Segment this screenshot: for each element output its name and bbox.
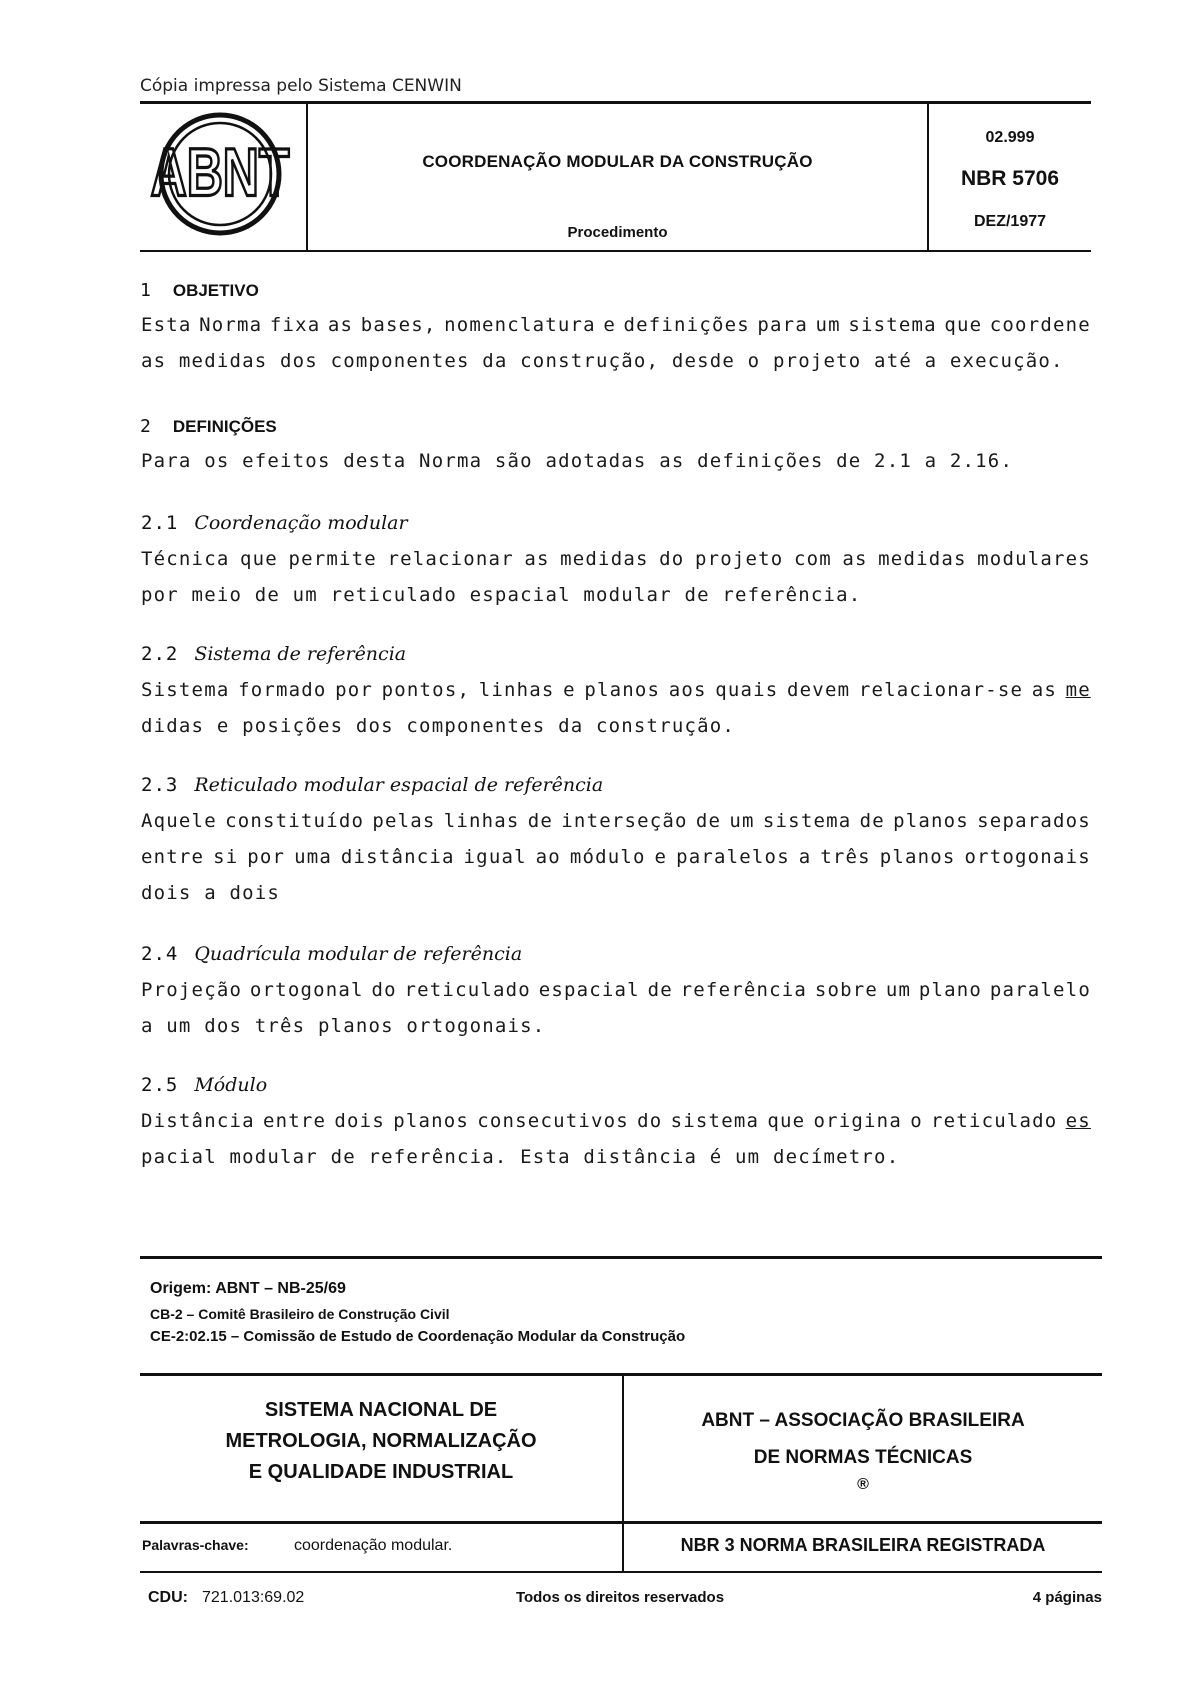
subsection-heading: 2.4 Quadrícula modular de referência	[141, 943, 523, 965]
footer-rule	[140, 1373, 1102, 1376]
keywords-label: Palavras-chave:	[142, 1537, 249, 1553]
cdu-classification: CDU: 721.013:69.02	[148, 1589, 305, 1606]
origin-note: Origem: ABNT – NB-25/69	[150, 1280, 346, 1297]
registered-mark: ®	[857, 1476, 869, 1493]
committee-note: CB-2 – Comitê Brasileiro de Construção Civil	[150, 1306, 450, 1322]
page-count: 4 páginas	[1032, 1589, 1102, 1606]
paragraph-line: Projeção ortogonal do reticulado espacial de referência sobre um plano paralelo	[141, 979, 1091, 1001]
publication-date: DEZ/1977	[973, 213, 1047, 230]
paragraph-line: a um dos três planos ortogonais.	[141, 1015, 546, 1037]
footer-rule	[140, 1571, 1102, 1573]
registered-standard-note: NBR 3 NORMA BRASILEIRA REGISTRADA	[680, 1535, 1046, 1555]
paragraph-line: Para os efeitos desta Norma são adotadas as definições de 2.1 a 2.16.	[141, 450, 1014, 472]
section-heading: 2 DEFINIÇÕES	[140, 416, 277, 437]
paragraph-line: entre si por uma distância igual ao módulo e paralelos a três planos ortogonais	[141, 846, 1091, 868]
footer-rule	[140, 1521, 1102, 1524]
paragraph-line: as medidas dos componentes da construção, desde o projeto até a execução.	[141, 350, 1064, 372]
header-bottom-rule	[140, 250, 1091, 252]
footer-rule	[140, 1256, 1102, 1259]
abnt-block: ABNT – ASSOCIAÇÃO BRASILEIRA DE NORMAS TÉCNICAS	[701, 1410, 1025, 1468]
paragraph-line: Sistema formado por pontos, linhas e planos aos quais devem relacionar-se as me	[141, 679, 1091, 701]
study-commission-note: CE-2:02.15 – Comissão de Estudo de Coordenação Modular da Construção	[150, 1328, 686, 1345]
abnt-logo-text: ABNT	[150, 134, 290, 211]
paragraph-line: Esta Norma fixa as bases, nomenclatura e definições para um sistema que coordene	[141, 314, 1091, 336]
paragraph-line: Técnica que permite relacionar as medidas do projeto com as medidas modulares	[141, 548, 1091, 570]
paragraph-line: pacial modular de referência. Esta distância é um decímetro.	[141, 1146, 900, 1168]
document-subtitle: Procedimento	[567, 224, 668, 241]
abnt-logo	[150, 112, 290, 236]
document-title: COORDENAÇÃO MODULAR DA CONSTRUÇÃO	[422, 152, 813, 171]
copy-note: Cópia impressa pelo Sistema CENWIN	[140, 76, 462, 96]
sinmetro-block: SISTEMA NACIONAL DE METROLOGIA, NORMALIZAÇÃO E QUALIDADE INDUSTRIAL	[225, 1399, 537, 1483]
subsection-heading: 2.1 Coordenação modular	[141, 512, 408, 534]
header-top-rule	[140, 101, 1091, 104]
subsection-heading: 2.5 Módulo	[141, 1074, 268, 1096]
section-heading: 1 OBJETIVO	[140, 280, 259, 301]
paragraph-line: dois a dois	[141, 882, 281, 904]
keywords-value: coordenação modular.	[294, 1537, 453, 1554]
subsection-heading: 2.3 Reticulado modular espacial de referência	[141, 774, 604, 796]
rights-notice: Todos os direitos reservados	[515, 1589, 725, 1606]
paragraph-line: Distância entre dois planos consecutivos do sistema que origina o reticulado es	[141, 1110, 1091, 1132]
subsection-heading: 2.2 Sistema de referência	[141, 643, 407, 665]
document-code: 02.999	[985, 129, 1035, 146]
standard-number: NBR 5706	[960, 167, 1060, 190]
paragraph-line: didas e posições dos componentes da construção.	[141, 715, 736, 737]
paragraph-line: Aquele constituído pelas linhas de interseção de um sistema de planos separados	[141, 810, 1091, 832]
paragraph-line: por meio de um reticulado espacial modular de referência.	[141, 584, 862, 606]
